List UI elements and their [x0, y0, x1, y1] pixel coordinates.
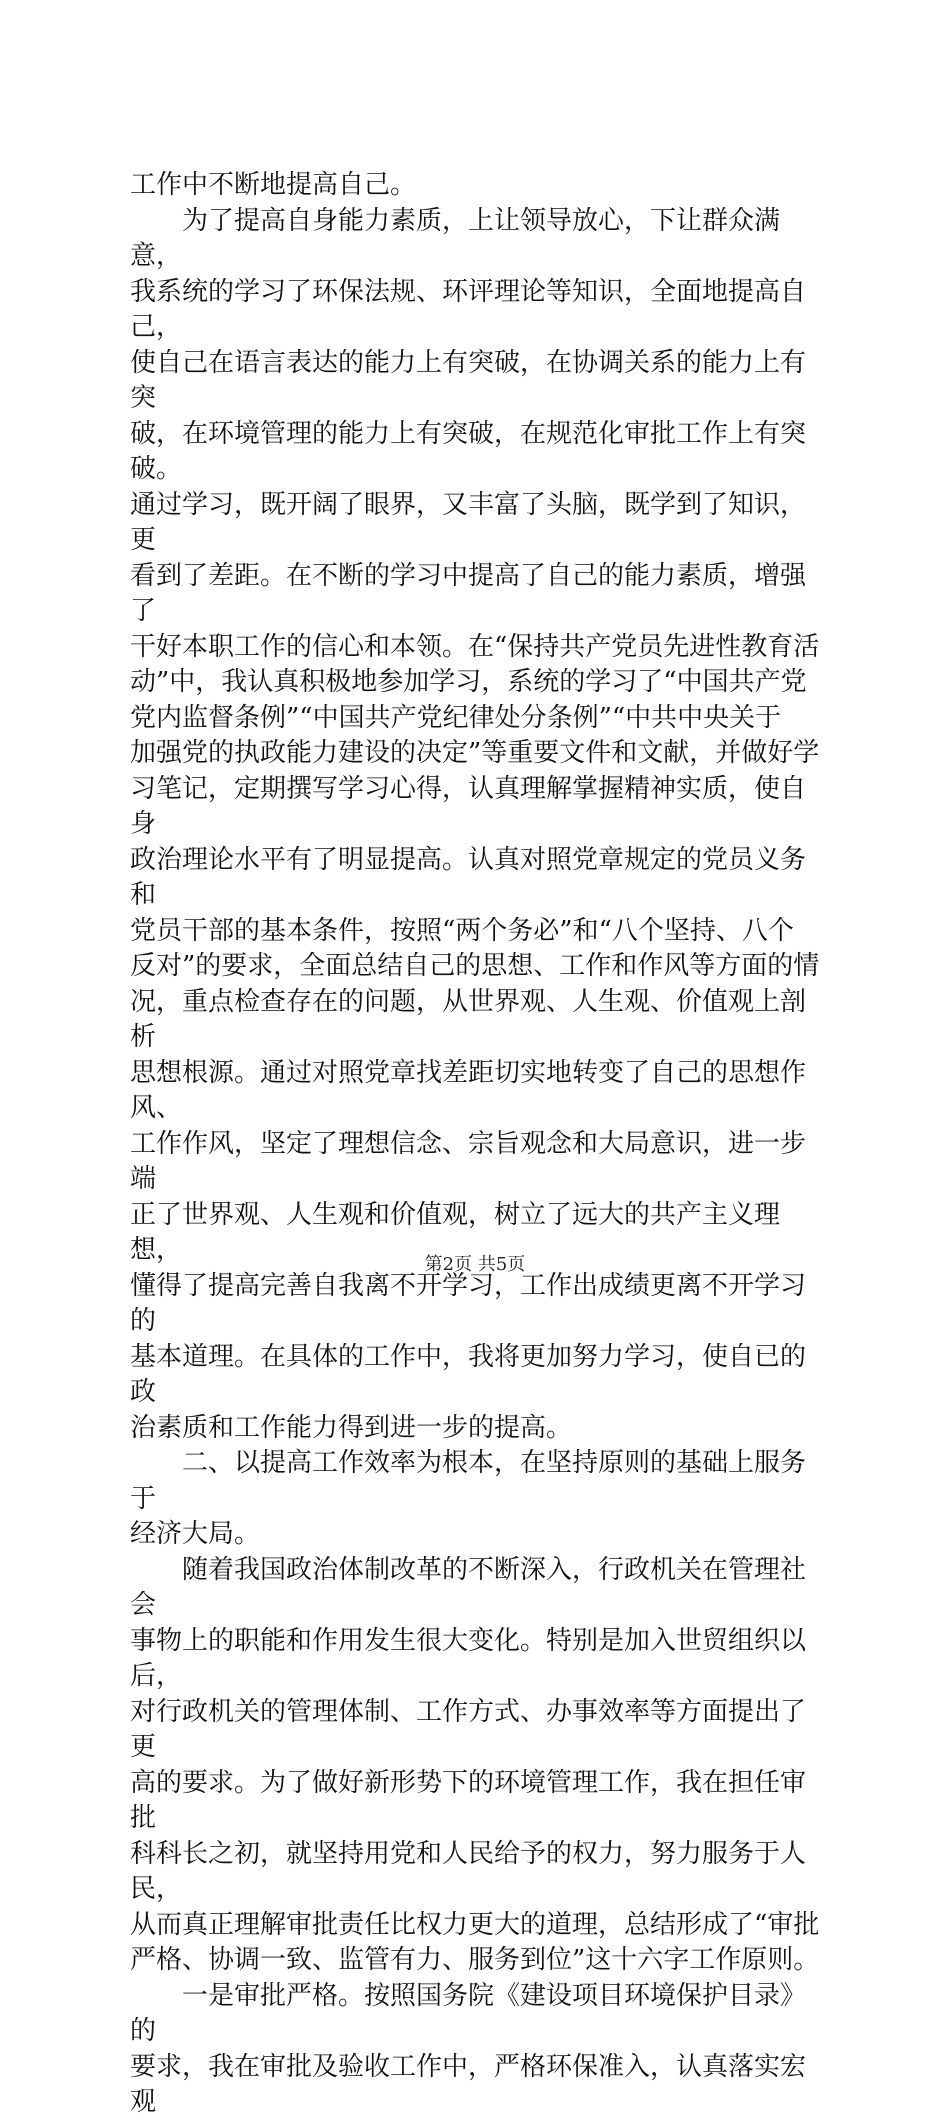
text-line: 习笔记，定期撰写学习心得，认真理解掌握精神实质，使自身 [130, 773, 807, 839]
text-line: 为了提高自身能力素质，上让领导放心，下让群众满意， [130, 205, 781, 271]
text-line: 对行政机关的管理体制、工作方式、办事效率等方面提出了更 [130, 1696, 807, 1762]
text-line: 科科长之初，就坚持用党和人民给予的权力，努力服务于人民， [130, 1838, 807, 1904]
text-line: 治素质和工作能力得到进一步的提高。 [130, 1412, 573, 1443]
text-line: 反对”的要求，全面总结自己的思想、工作和作风等方面的情 [130, 951, 820, 981]
text-line: 正了世界观、人生观和价值观，树立了远大的共产主义理想， [130, 1199, 781, 1265]
text-line: 工作中不断地提高自己。 [130, 170, 417, 200]
text-line: 加强党的执政能力建设的决定”等重要文件和文献，并做好学 [130, 738, 820, 768]
text-line: 事物上的职能和作用发生很大变化。特别是加入世贸组织以后， [130, 1625, 807, 1691]
text-line: 随着我国政治体制改革的不断深入，行政机关在管理社会 [130, 1554, 807, 1620]
text-line: 况，重点检查存在的问题，从世界观、人生观、价值观上剖析 [130, 986, 807, 1052]
body-text [130, 168, 830, 2121]
text-line: 动”中，我认真积极地参加学习，系统的学习了“中国共产党 [130, 667, 807, 697]
text-line: 破，在环境管理的能力上有突破，在规范化审批工作上有突破。 [130, 418, 807, 484]
text-line: 二、以提高工作效率为根本，在坚持原则的基础上服务于 [130, 1448, 807, 1514]
text-line: 要求，我在审批及验收工作中，严格环保准入，认真落实宏观 [130, 2051, 807, 2117]
text-line: 一是审批严格。按照国务院《建设项目环境保护目录》的 [130, 1980, 807, 2046]
text-line: 工作作风，坚定了理想信念、宗旨观念和大局意识，进一步端 [130, 1128, 807, 1194]
text-line: 基本道理。在具体的工作中，我将更加努力学习，使自已的政 [130, 1341, 807, 1407]
text-line: 经济大局。 [130, 1519, 261, 1549]
text-line: 从而真正理解审批责任比权力更大的道理，总结形成了“审批 [130, 1909, 820, 1940]
text-line: 党内监督条例”“中国共产党纪律处分条例”“中共中央关于 [130, 702, 782, 733]
page-footer: 第2页 共5页 [424, 1254, 526, 1275]
text-line: 严格、协调一致、监管有力、服务到位”这十六字工作原则。 [130, 1945, 820, 1975]
text-line: 通过学习，既开阔了眼界，又丰富了头脑，既学到了知识，更 [130, 489, 807, 555]
text-line: 懂得了提高完善自我离不开学习，工作出成绩更离不开学习的 [130, 1270, 807, 1336]
text-line: 干好本职工作的信心和本领。在“保持共产党员先进性教育活 [130, 631, 820, 662]
text-line: 看到了差距。在不断的学习中提高了自己的能力素质，增强了 [130, 560, 807, 626]
text-line: 思想根源。通过对照党章找差距切实地转变了自己的思想作风、 [130, 1057, 807, 1123]
text-line: 政治理论水平有了明显提高。认真对照党章规定的党员义务和 [130, 844, 807, 910]
text-line: 党员干部的基本条件，按照“两个务必”和“八个坚持、八个 [130, 915, 794, 946]
text-line: 高的要求。为了做好新形势下的环境管理工作，我在担任审批 [130, 1767, 807, 1833]
text-line: 使自己在语言表达的能力上有突破，在协调关系的能力上有突 [130, 347, 807, 413]
text-line: 我系统的学习了环保法规、环评理论等知识，全面地提高自己， [130, 276, 807, 342]
